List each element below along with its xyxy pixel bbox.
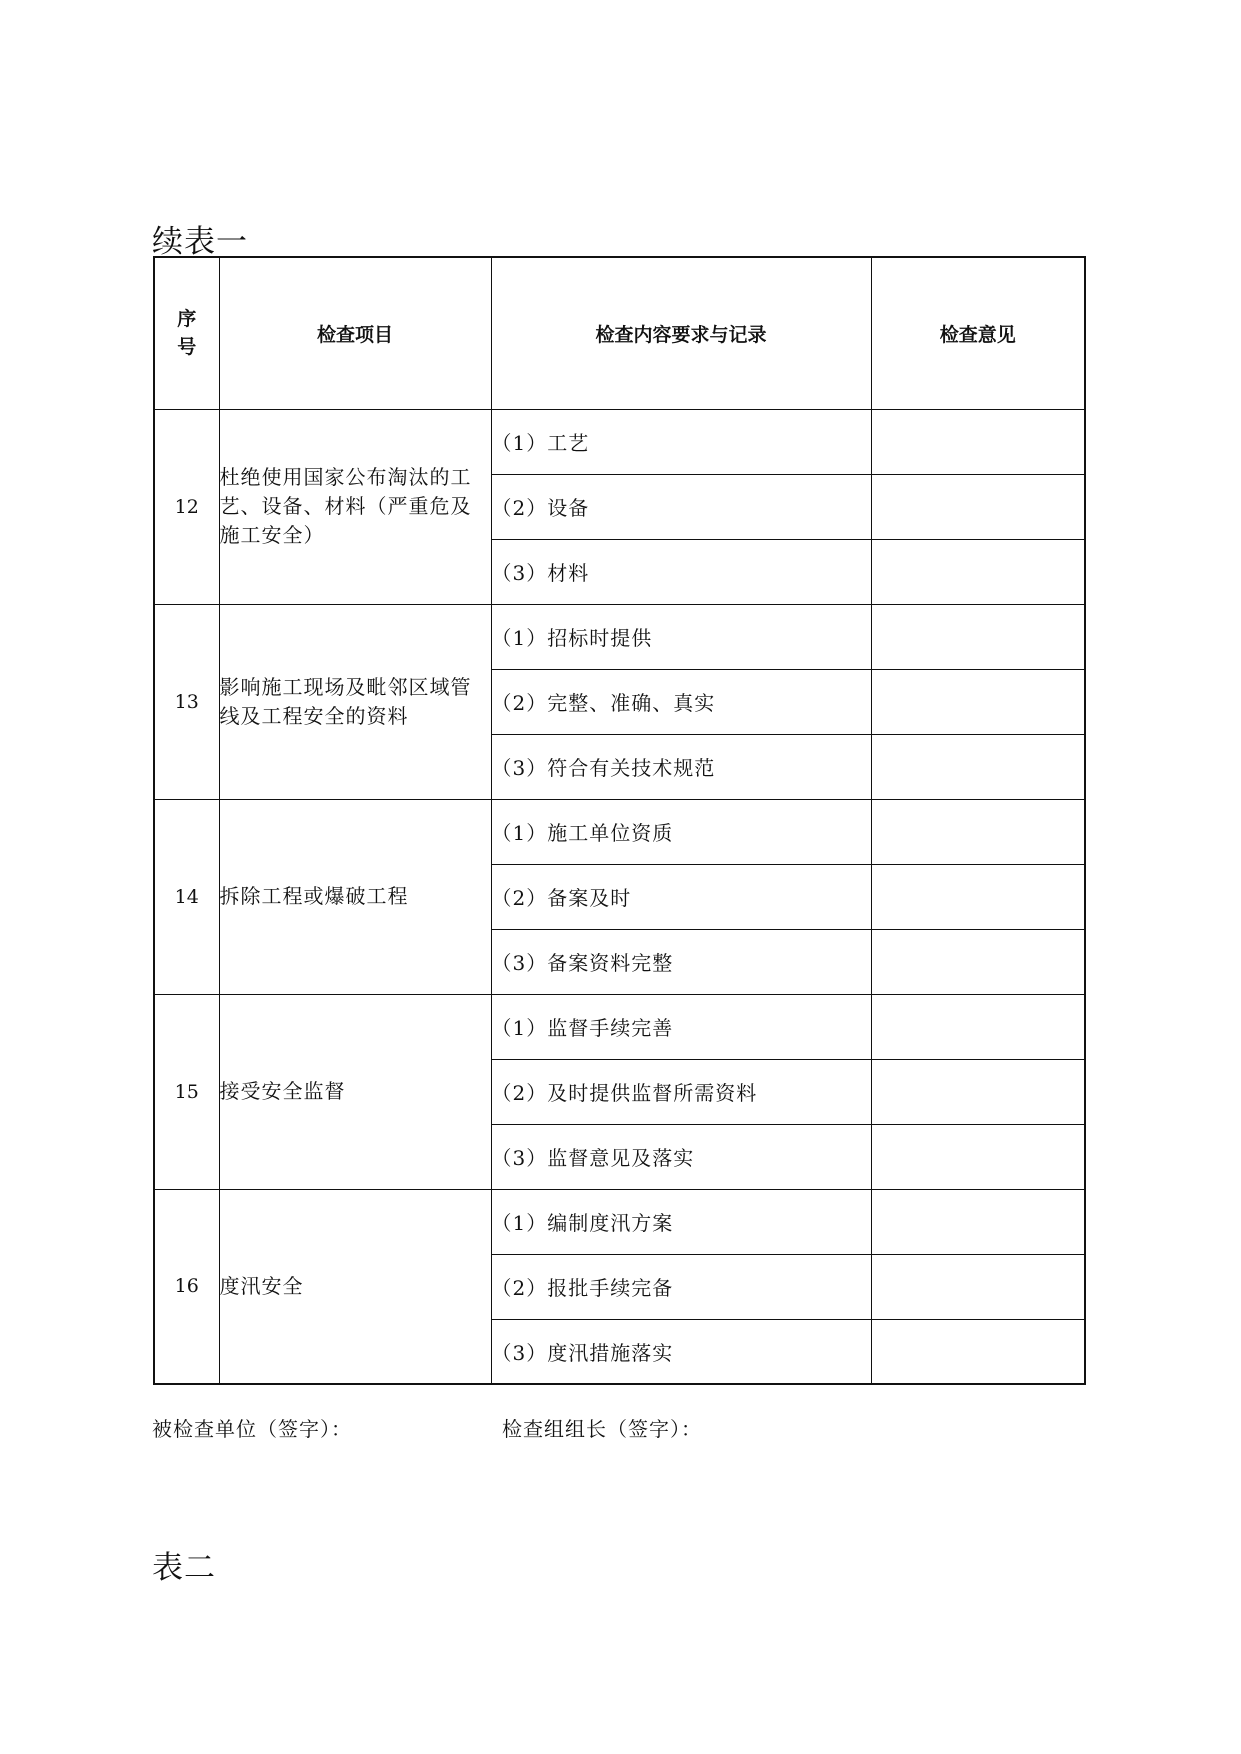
opinion-cell[interactable] [871,929,1085,994]
opinion-cell[interactable] [871,1189,1085,1254]
opinion-cell[interactable] [871,734,1085,799]
opinion-cell[interactable] [871,1124,1085,1189]
inspection-item: 杜绝使用国家公布淘汰的工艺、设备、材料（严重危及施工安全） [219,409,491,604]
requirement-cell: （1）监督手续完善 [491,994,871,1059]
opinion-cell[interactable] [871,669,1085,734]
requirement-cell: （1）施工单位资质 [491,799,871,864]
opinion-cell[interactable] [871,539,1085,604]
opinion-cell[interactable] [871,474,1085,539]
team-leader-signature-label: 检查组组长（签字）： [502,1417,702,1441]
row-number: 16 [154,1189,219,1384]
opinion-cell[interactable] [871,604,1085,669]
table-row [154,799,1085,864]
header-opinion: 检查意见 [871,257,1085,409]
requirement-cell: （3）符合有关技术规范 [491,734,871,799]
header-seq [154,257,219,409]
inspection-item: 影响施工现场及毗邻区域管线及工程安全的资料 [219,604,491,799]
requirement-cell: （3）度汛措施落实 [491,1319,871,1384]
requirement-cell: （3）监督意见及落实 [491,1124,871,1189]
table-title: 续表一 [152,224,248,260]
header-content: 检查内容要求与记录 [491,257,871,409]
header-item: 检查项目 [219,257,491,409]
row-number: 12 [154,409,219,604]
opinion-cell[interactable] [871,1059,1085,1124]
table-row [154,604,1085,669]
inspection-item: 接受安全监督 [219,994,491,1189]
opinion-cell[interactable] [871,799,1085,864]
requirement-cell: （3）材料 [491,539,871,604]
requirement-cell: （3）备案资料完整 [491,929,871,994]
row-number: 13 [154,604,219,799]
next-table-title: 表二 [152,1550,216,1586]
opinion-cell[interactable] [871,409,1085,474]
requirement-cell: （2）备案及时 [491,864,871,929]
opinion-cell[interactable] [871,1254,1085,1319]
inspection-item: 拆除工程或爆破工程 [219,799,491,994]
inspected-unit-signature-label: 被检查单位（签字）： [152,1417,352,1441]
opinion-cell[interactable] [871,1319,1085,1384]
requirement-cell: （2）完整、准确、真实 [491,669,871,734]
opinion-cell[interactable] [871,864,1085,929]
table-header-row [154,257,1085,409]
requirement-cell: （1）编制度汛方案 [491,1189,871,1254]
table-row [154,994,1085,1059]
header-seq-line2: 号 [177,336,197,359]
requirement-cell: （2）及时提供监督所需资料 [491,1059,871,1124]
inspection-item: 度汛安全 [219,1189,491,1384]
row-number: 14 [154,799,219,994]
table-row [154,409,1085,474]
inspection-table [153,256,1086,1385]
requirement-cell: （2）设备 [491,474,871,539]
requirement-cell: （2）报批手续完备 [491,1254,871,1319]
requirement-cell: （1）招标时提供 [491,604,871,669]
table-row [154,1189,1085,1254]
row-number: 15 [154,994,219,1189]
opinion-cell[interactable] [871,994,1085,1059]
header-seq-line1: 序 [177,308,197,331]
requirement-cell: （1）工艺 [491,409,871,474]
